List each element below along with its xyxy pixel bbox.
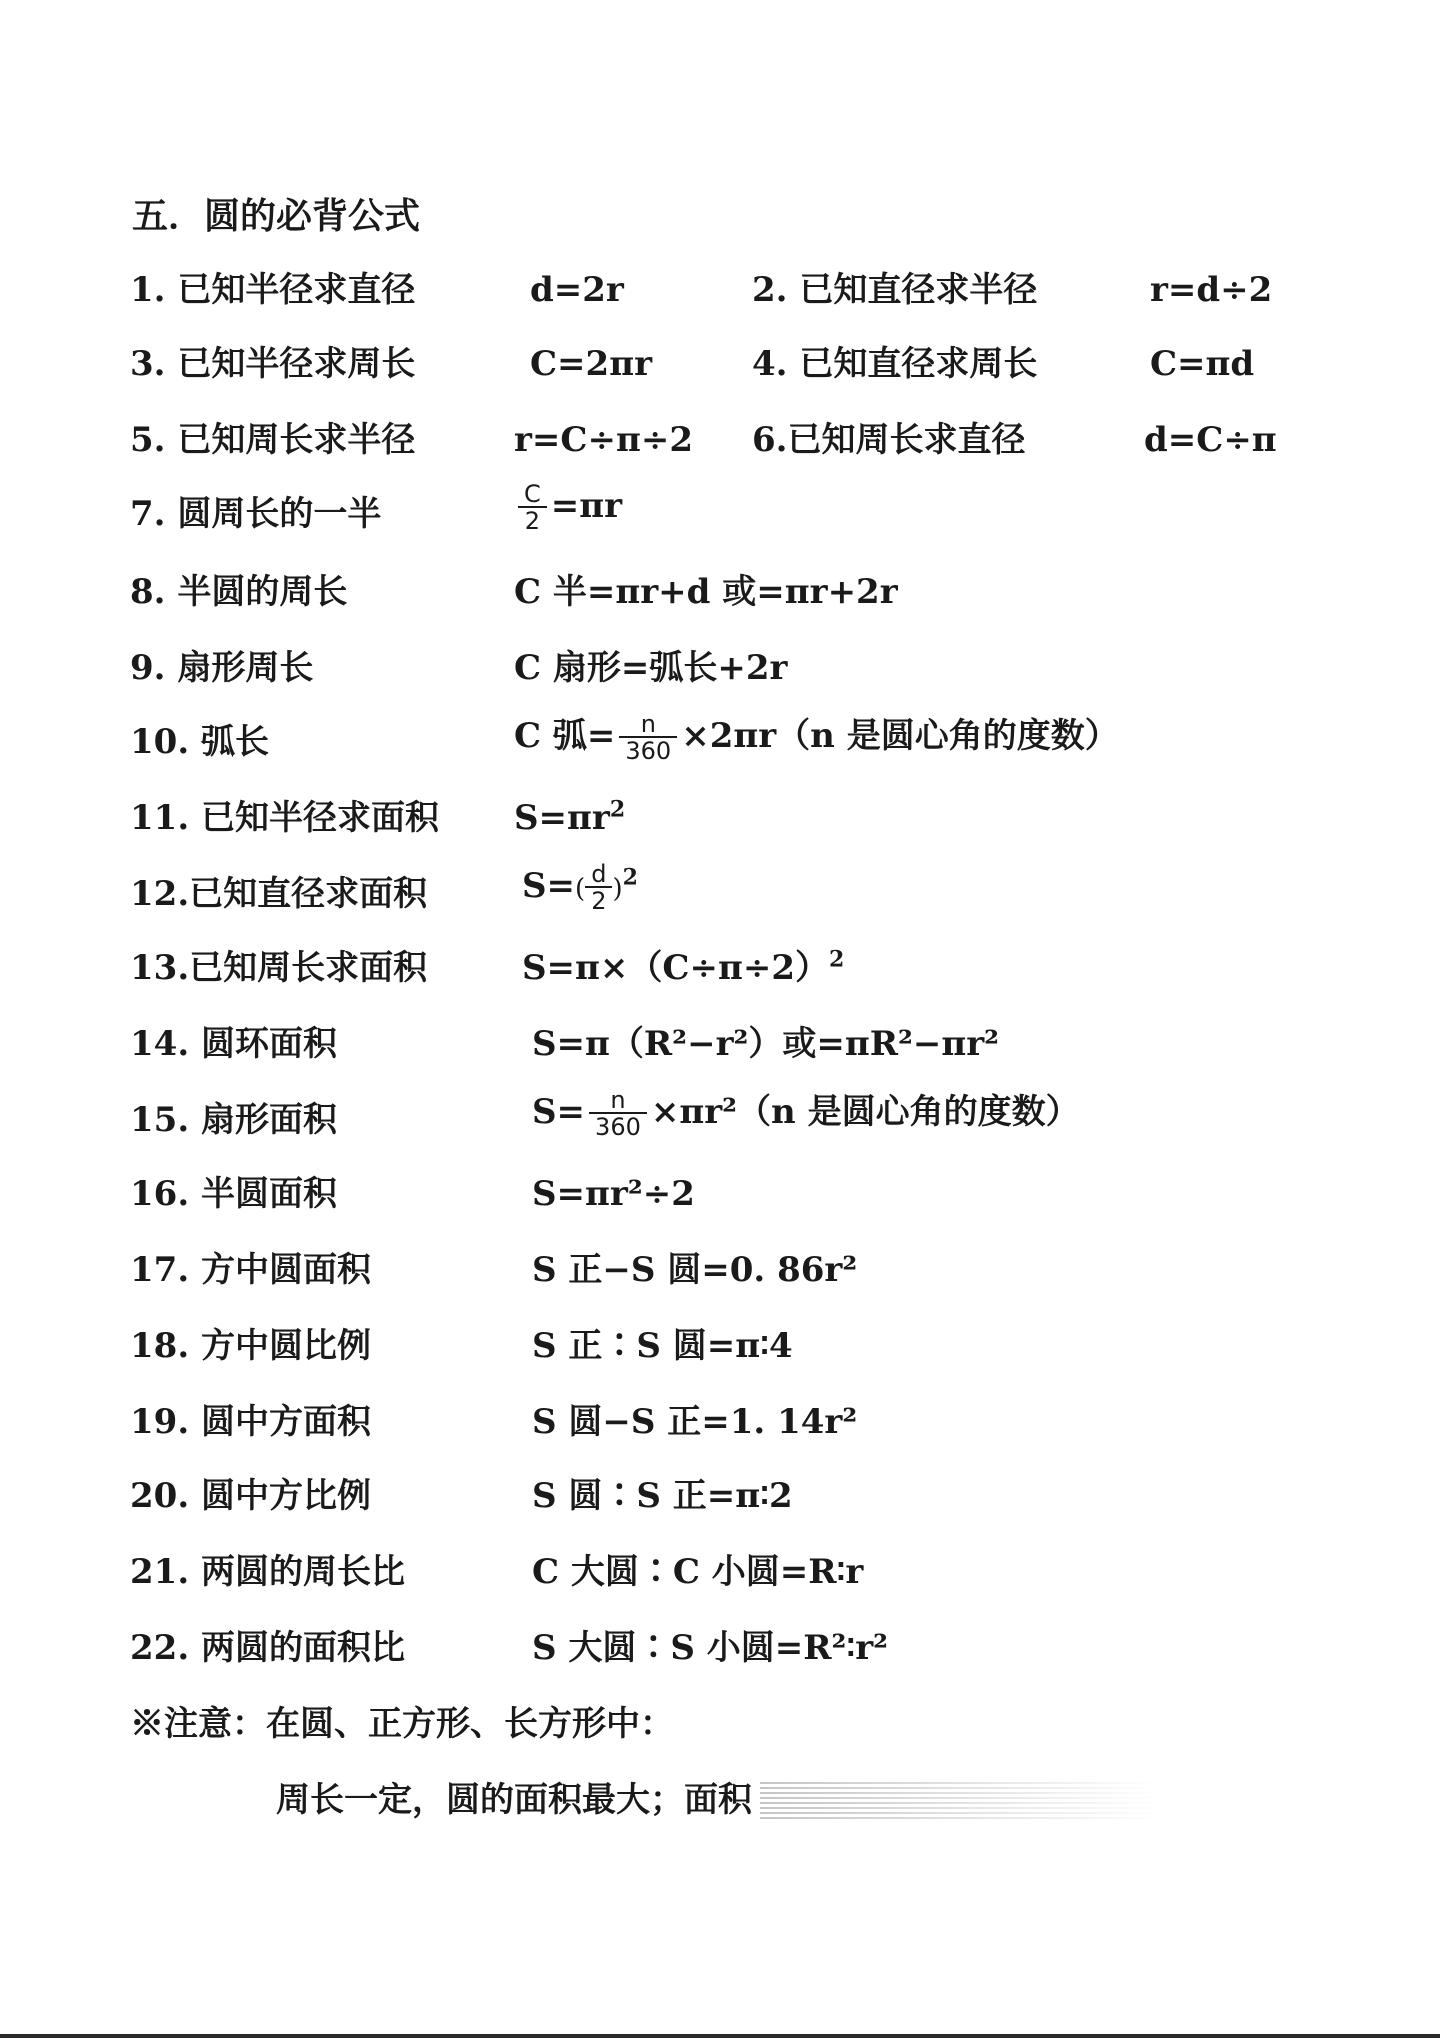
formula-label-10: 10. 弧长 [130, 722, 269, 762]
formula-15 [532, 1088, 1080, 1140]
formula-12-start: S= [522, 866, 576, 906]
fraction-denominator: 2 [524, 507, 541, 535]
formula-label-21: 21. 两圆的周长比 [130, 1552, 405, 1592]
bottom-edge [0, 2034, 1440, 2038]
fraction [619, 712, 677, 764]
paren-close: ) [612, 874, 623, 904]
fraction-numerator: d [591, 860, 607, 888]
blurred-text-overlay [760, 1782, 1160, 1822]
formula-label-11: 11. 已知半径求面积 [130, 798, 439, 838]
superscript: 2 [829, 946, 845, 973]
fraction-denominator: 360 [595, 1113, 641, 1141]
formula-12 [522, 862, 638, 914]
fraction [589, 1088, 647, 1140]
formula-6: d=C÷π [1144, 420, 1277, 460]
fraction-numerator: C [518, 482, 547, 508]
formula-label-1: 1. 已知半径求直径 [130, 270, 416, 310]
formula-3: C=2πr [530, 344, 653, 384]
formula-11-base: S=πr [514, 798, 610, 838]
formula-label-18: 18. 方中圆比例 [130, 1326, 371, 1366]
formula-10-rest: ×2πr（n 是圆心角的度数） [681, 716, 1119, 756]
fraction-denominator: 360 [625, 737, 672, 765]
superscript: 2 [622, 864, 638, 891]
formula-label-15: 15. 扇形面积 [130, 1100, 337, 1140]
fraction-numerator: n [619, 712, 677, 738]
formula-17: S 正−S 圆=0. 86r² [532, 1250, 858, 1290]
formula-13 [522, 946, 844, 990]
formula-9: C 扇形=弧长+2r [514, 648, 788, 688]
formula-16: S=πr²÷2 [532, 1174, 695, 1214]
fraction-numerator: n [589, 1088, 647, 1114]
formula-11 [514, 796, 625, 840]
formula-15-start: S= [532, 1092, 586, 1132]
superscript: 2 [609, 796, 626, 823]
formula-10-start: C 弧= [514, 716, 616, 756]
formula-2: r=d÷2 [1150, 270, 1273, 310]
formula-label-20: 20. 圆中方比例 [130, 1476, 371, 1516]
formula-4: C=πd [1150, 344, 1255, 384]
formula-label-4: 4. 已知直径求周长 [752, 344, 1038, 384]
formula-18: S 正∶S 圆=π∶4 [532, 1326, 793, 1366]
formula-19: S 圆−S 正=1. 14r² [532, 1402, 858, 1442]
formula-7-rest: =πr [550, 486, 623, 526]
fraction-denominator: 2 [585, 886, 612, 914]
fraction [585, 862, 612, 914]
formula-14: S=π（R²−r²）或=πR²−πr² [532, 1024, 1000, 1064]
formula-20: S 圆∶S 正=π∶2 [532, 1476, 793, 1516]
formula-label-16: 16. 半圆面积 [130, 1174, 337, 1214]
section-title: 五．圆的必背公式 [132, 195, 421, 237]
formula-13-base: S=π×（C÷π÷2） [522, 948, 829, 988]
formula-15-rest: ×πr²（n 是圆心角的度数） [650, 1092, 1080, 1132]
formula-label-2: 2. 已知直径求半径 [752, 270, 1038, 310]
formula-8: C 半=πr+d 或=πr+2r [514, 572, 898, 612]
formula-label-3: 3. 已知半径求周长 [130, 344, 416, 384]
formula-label-14: 14. 圆环面积 [130, 1024, 337, 1064]
formula-label-9: 9. 扇形周长 [130, 648, 314, 688]
fraction [518, 482, 547, 534]
formula-label-13: 13.已知周长求面积 [130, 948, 428, 988]
note-heading: ※注意：在圆、正方形、长方形中： [130, 1704, 674, 1744]
formula-label-22: 22. 两圆的面积比 [130, 1628, 405, 1668]
formula-22: S 大圆∶S 小圆=R²∶r² [532, 1628, 889, 1668]
paren-open: ( [575, 874, 586, 904]
formula-label-19: 19. 圆中方面积 [130, 1402, 371, 1442]
formula-label-6: 6.已知周长求直径 [752, 420, 1026, 460]
formula-21: C 大圆∶C 小圆=R∶r [532, 1552, 864, 1592]
formula-10 [514, 712, 1119, 764]
formula-label-12: 12.已知直径求面积 [130, 874, 428, 914]
formula-5: r=C÷π÷2 [514, 420, 693, 460]
formula-label-5: 5. 已知周长求半径 [130, 420, 416, 460]
formula-label-8: 8. 半圆的周长 [130, 572, 348, 612]
formula-label-7: 7. 圆周长的一半 [130, 494, 382, 534]
formula-7 [514, 482, 622, 534]
formula-1: d=2r [530, 270, 624, 310]
note-text: 周长一定，圆的面积最大；面积 [276, 1780, 752, 1820]
formula-label-17: 17. 方中圆面积 [130, 1250, 371, 1290]
